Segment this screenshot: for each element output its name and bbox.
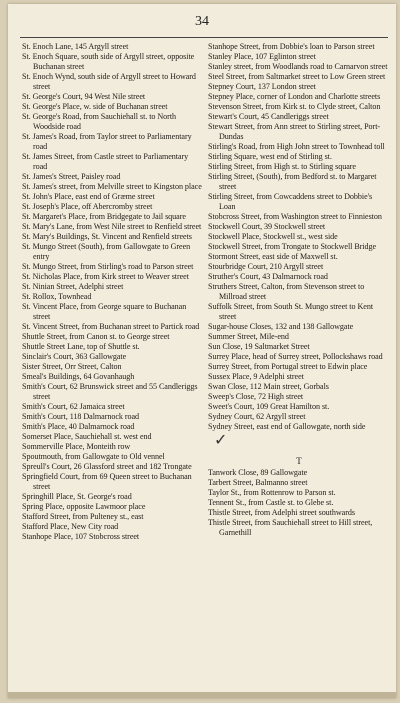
directory-entry: St. George's Place, w. side of Buchanan street xyxy=(22,102,168,111)
directory-entry: Shuttle Street Lane, top of Shuttle st. xyxy=(22,342,140,351)
directory-entry: Sydney Street, east end of Gallowgate, north side xyxy=(208,422,366,431)
directory-entry: Somerset Place, Sauchiehall st. west end xyxy=(22,432,152,441)
directory-entry: Shuttle Street, from Canon st. to George street xyxy=(22,332,170,341)
directory-entry: Smith's Place, 40 Dalmarnock road xyxy=(22,422,135,431)
directory-entry: Sydney Court, 62 Argyll street xyxy=(208,412,306,421)
directory-entry: Stockwell Place, Stockwell st., west side xyxy=(208,232,338,241)
left-column xyxy=(22,42,204,692)
directory-entry: Stepney Court, 137 London street xyxy=(208,82,316,91)
directory-entry: Smith's Court, 62 Brunswick street and 55 Candleriggs street xyxy=(22,382,198,401)
columns xyxy=(22,42,390,692)
directory-entry: St. James's street, from Melville street to Kingston place xyxy=(22,182,202,191)
right-column-t-entries xyxy=(208,468,390,538)
directory-entry: Stepney Place, corner of London and Charlotte streets xyxy=(208,92,381,101)
directory-entry: Smith's Court, 62 Jamaica street xyxy=(22,402,125,411)
directory-entry: Sweet's Court, 109 Great Hamilton st. xyxy=(208,402,330,411)
right-column-s-entries xyxy=(208,42,390,432)
directory-entry: St. George's Court, 94 West Nile street xyxy=(22,92,146,101)
directory-entry: Steel Street, from Saltmarket street to Low Green street xyxy=(208,72,386,81)
directory-entry: St. John's Place, east end of Græme street xyxy=(22,192,155,201)
directory-entry: Stockwell Street, from Trongate to Stockwell Bridge xyxy=(208,242,377,251)
directory-entry: Surrey Street, from Portugal street to Edwin place xyxy=(208,362,368,371)
directory-entry: Stormont Street, east side of Maxwell st. xyxy=(208,252,338,261)
directory-entry: Sister Street, Orr Street, Calton xyxy=(22,362,122,371)
directory-entry: Struther's Court, 43 Dalmarnock road xyxy=(208,272,328,281)
directory-entry: Sinclair's Court, 363 Gallowgate xyxy=(22,352,127,361)
directory-entry: St. Nicholas Place, from Kirk street to Weaver street xyxy=(22,272,189,281)
header-rule xyxy=(20,37,388,38)
directory-entry: St. Vincent Place, from George square to Buchanan street xyxy=(22,302,187,321)
directory-entry: St. Mary's Lane, from West Nile street to Renfield street xyxy=(22,222,202,231)
directory-entry: Smeal's Buildings, 64 Govanhaugh xyxy=(22,372,135,381)
directory-entry: St. Margaret's Place, from Bridgegate to Jail square xyxy=(22,212,186,221)
directory-entry: Thistle Street, from Adelphi street southwards xyxy=(208,508,355,517)
directory-entry: Suffolk Street, from South St. Mungo street to Kent street xyxy=(208,302,374,321)
page-bottom-edge xyxy=(8,692,396,698)
directory-entry: St. Rollox, Townhead xyxy=(22,292,92,301)
directory-entry: St. Ninian Street, Adelphi street xyxy=(22,282,124,291)
right-column xyxy=(208,42,390,692)
directory-entry: Tanwork Close, 89 Gallowgate xyxy=(208,468,308,477)
directory-entry: Tarbert Street, Balmanno street xyxy=(208,478,308,487)
directory-entry: Springfield Court, from 69 Queen street to Buchanan street xyxy=(22,472,192,491)
directory-entry: Stewart's Court, 45 Candleriggs street xyxy=(208,112,329,121)
tick-mark: ✓ xyxy=(214,432,228,449)
directory-page xyxy=(8,4,396,698)
directory-entry: Stirling Street, from High st. to Stirling square xyxy=(208,162,356,171)
directory-entry: Taylor St., from Rottenrow to Parson st. xyxy=(208,488,336,497)
directory-entry: Surrey Place, head of Surrey street, Pollockshaws road xyxy=(208,352,383,361)
directory-entry: St. James's Road, from Taylor street to Parliamentary road xyxy=(22,132,192,151)
directory-entry: St. Mungo Street, from Stirling's road to Parson street xyxy=(22,262,194,271)
directory-entry: St. James's Street, Paisley road xyxy=(22,172,121,181)
page-number: 34 xyxy=(195,14,209,29)
directory-entry: Tennent St., from Castle st. to Glebe st. xyxy=(208,498,334,507)
directory-entry: Smith's Court, 118 Dalmarnock road xyxy=(22,412,140,421)
directory-entry: St. Enoch Wynd, south side of Argyll street to Howard street xyxy=(22,72,196,91)
directory-entry: Sommerville Place, Monteith row xyxy=(22,442,131,451)
directory-entry: St. Mungo Street (South), from Gallowgate to Green entry xyxy=(22,242,191,261)
directory-entry: Stourbridge Court, 210 Argyll street xyxy=(208,262,324,271)
section-letter-t: T xyxy=(296,456,302,466)
directory-entry: Sweep's Close, 72 High street xyxy=(208,392,304,401)
directory-entry: Stirling Street, (South), from Bedford st. to Margaret street xyxy=(208,172,377,191)
directory-entry: St. Enoch Square, south side of Argyll street, opposite Buchanan street xyxy=(22,52,195,71)
directory-entry: Swan Close, 112 Main street, Gorbals xyxy=(208,382,329,391)
directory-entry: Spreull's Court, 26 Glassford street and 182 Trongate xyxy=(22,462,192,471)
directory-entry: Stirling Street, from Cowcaddens street to Dobbie's Loan xyxy=(208,192,373,211)
directory-entry: Spoutmouth, from Gallowgate to Old vennel xyxy=(22,452,165,461)
directory-entry: Stanhope Place, 107 Stobcross street xyxy=(22,532,140,541)
directory-entry: Struthers Street, Calton, from Stevenson street to Millroad street xyxy=(208,282,365,301)
directory-entry: St. Joseph's Place, off Abercromby street xyxy=(22,202,153,211)
directory-entry: Stockwell Court, 39 Stockwell street xyxy=(208,222,326,231)
directory-entry: Stanley Place, 107 Eglinton street xyxy=(208,52,316,61)
directory-entry: Thistle Street, from Sauchiehall street to Hill street, Garnethill xyxy=(208,518,373,537)
directory-entry: St. George's Road, from Sauchiehall st. to North Woodside road xyxy=(22,112,177,131)
directory-entry: Spring Place, opposite Lawmoor place xyxy=(22,502,146,511)
directory-entry: St. Vincent Street, from Buchanan street to Partick road xyxy=(22,322,200,331)
directory-entry: Stirling Square, west end of Stirling st. xyxy=(208,152,332,161)
directory-entry: Springhill Place, St. George's road xyxy=(22,492,132,501)
directory-entry: Stewart Street, from Ann street to Stirling street, Port-Dundas xyxy=(208,122,381,141)
directory-entry: Stobcross Street, from Washington street to Finnieston xyxy=(208,212,382,221)
directory-entry: Sun Close, 19 Saltmarket Street xyxy=(208,342,310,351)
directory-entry: Sugar-house Closes, 132 and 138 Gallowgate xyxy=(208,322,354,331)
directory-entry: Sussex Place, 9 Adelphi street xyxy=(208,372,304,381)
directory-entry: Stafford Place, New City road xyxy=(22,522,119,531)
directory-entry: St. Enoch Lane, 145 Argyll street xyxy=(22,42,129,51)
directory-entry: Stirling's Road, from High John street to Townhead toll xyxy=(208,142,385,151)
directory-entry: Stanley street, from Woodlands road to Carnarvon street xyxy=(208,62,388,71)
directory-entry: Summer Street, Mile-end xyxy=(208,332,289,341)
directory-entry: Stafford Street, from Pulteney st., east xyxy=(22,512,144,521)
directory-entry: Stevenson Street, from Kirk st. to Clyde street, Calton xyxy=(208,102,381,111)
directory-entry: Stanhope Street, from Dobbie's loan to Parson street xyxy=(208,42,375,51)
directory-entry: St. Mary's Buildings, St. Vincent and Renfield streets xyxy=(22,232,192,241)
directory-entry: St. James Street, from Castle street to Parliamentary road xyxy=(22,152,189,171)
